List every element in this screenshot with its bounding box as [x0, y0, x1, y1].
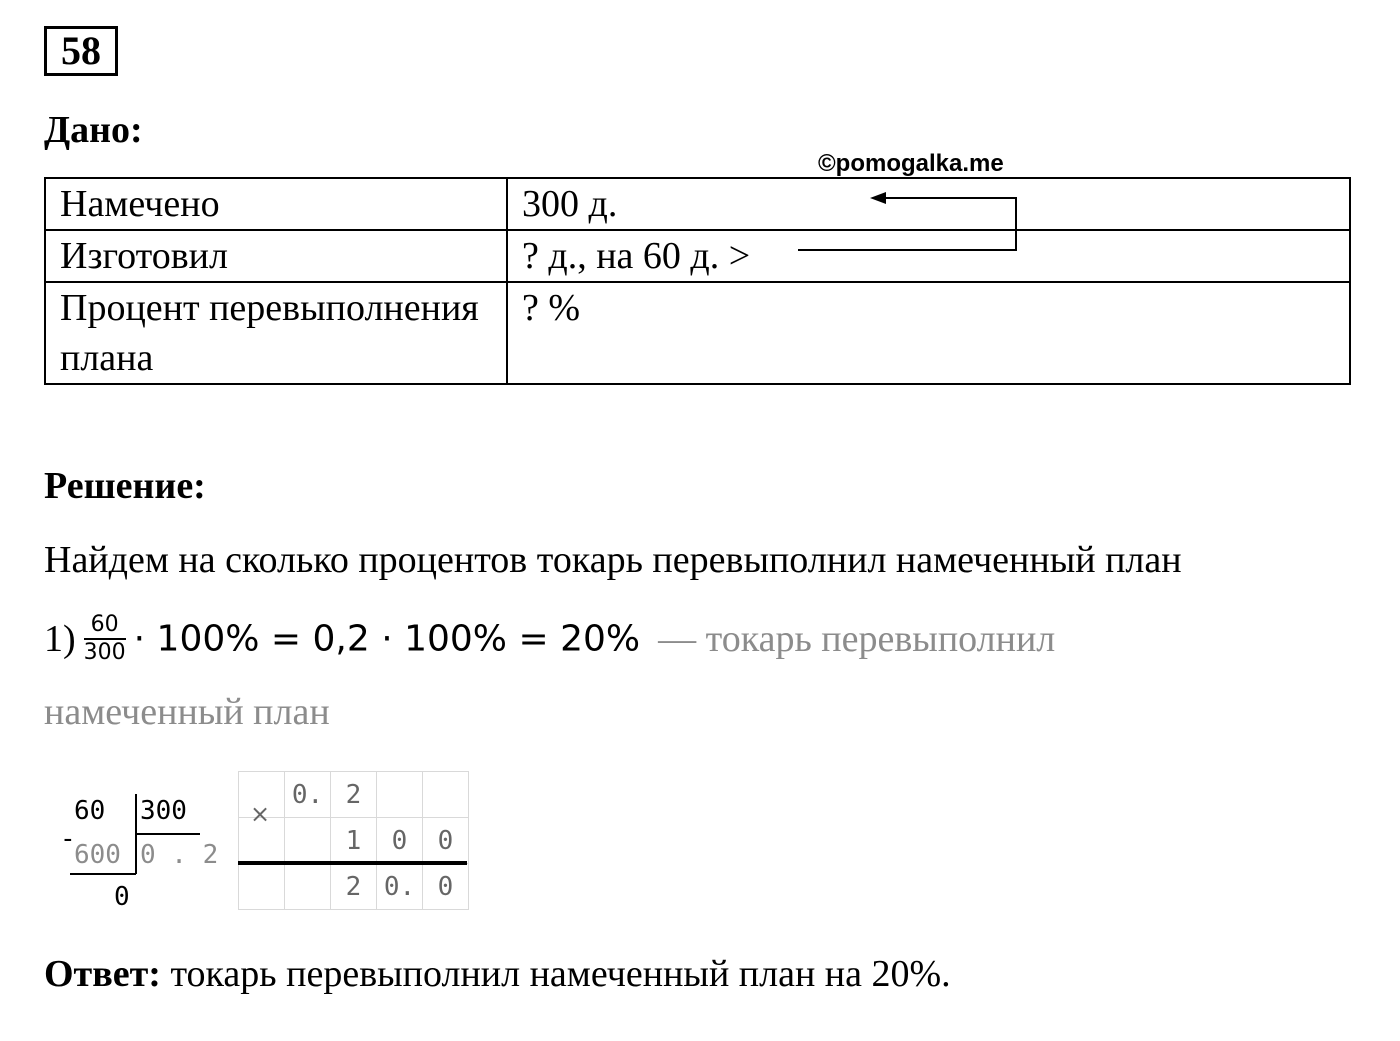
grid-cell — [377, 772, 423, 818]
problem-number: 58 — [44, 26, 118, 76]
row-label: Изготовил — [45, 230, 507, 282]
step-index: 1) — [44, 618, 76, 660]
grid-cell — [285, 864, 331, 910]
row-label: Намечено — [45, 178, 507, 230]
given-heading: Дано: — [44, 109, 143, 151]
comparison-arrow — [0, 0, 1400, 300]
step-expression: · 100% = 0,2 · 100% = 20% — [133, 618, 641, 660]
division-dividend: 60 — [74, 796, 106, 826]
grid-cell: 1 — [331, 818, 377, 864]
division-minus: - — [60, 824, 76, 854]
fraction-numerator: 60 — [84, 612, 126, 640]
division-remainder: 0 — [114, 882, 130, 912]
grid-cell: 0. — [377, 864, 423, 910]
grid-cell — [423, 772, 469, 818]
grid-cell: 0 — [377, 818, 423, 864]
division-lines — [60, 790, 210, 890]
division-subtract: 600 — [74, 840, 121, 870]
multiplication-grid — [238, 771, 469, 910]
fraction — [84, 612, 126, 666]
answer — [44, 952, 951, 996]
fraction-denominator: 300 — [83, 640, 126, 665]
row-label: Процент перевыполнения плана — [45, 282, 507, 384]
division-quotient: 0 . 2 — [140, 840, 219, 870]
grid-cell: 0 — [423, 818, 469, 864]
row-value: 300 д. — [507, 178, 1350, 230]
grid-cell: 2 — [331, 864, 377, 910]
grid-cell — [239, 864, 285, 910]
answer-text: токарь перевыполнил намеченный план на 20%. — [160, 953, 951, 995]
answer-label: Ответ: — [44, 953, 161, 995]
grid-cell: 0 — [423, 864, 469, 910]
step-comment-continued: намеченный план — [44, 691, 330, 733]
multiplication-result-line — [238, 861, 467, 865]
step-comment: — токарь перевыполнил — [658, 618, 1056, 660]
grid-cell: 0. — [285, 772, 331, 818]
watermark: ©pomogalka.me — [818, 150, 1004, 177]
step-1 — [44, 612, 1055, 666]
multiply-sign: × — [250, 800, 271, 828]
row-value: ? % — [507, 282, 1350, 384]
intro-text: Найдем на сколько процентов токарь перевыполнил намеченный план — [44, 539, 1182, 581]
division-divisor: 300 — [140, 796, 187, 826]
row-value: ? д., на 60 д. > — [507, 230, 1350, 282]
grid-cell — [285, 818, 331, 864]
grid-cell: 2 — [331, 772, 377, 818]
solution-heading: Решение: — [44, 465, 206, 507]
